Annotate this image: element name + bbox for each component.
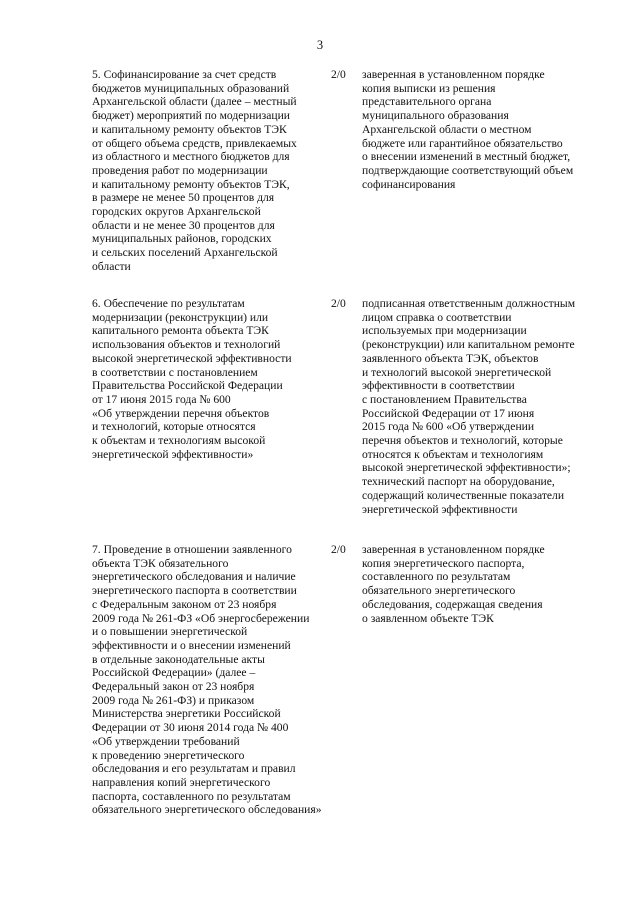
documents-text: подписанная ответственным должностным лицом справка о соответствии используемых при модернизации (реконструкции) или капитальном ремонте заявленного объекта ТЭК, объектов и технологий высокой энергетической эффективности в соответствии с постановлением Правительства Российской Федерации от 17 июня 2015 года № 600 «Об утверждении перечня объектов и технологий, которые относятся к объектам и технологиям высокой энергетической эффективности»; технический паспорт на оборудование, содержащий количественные показатели энергетической эффективности	[362, 297, 576, 516]
documents-text: заверенная в установленном порядке копия выписки из решения представительного органа муниципального образования Архангельской области о местном бюджете или гарантийное обязательство о внесении изменений в местный бюджет, подтверждающие соответствующий объем софинансирования	[362, 68, 574, 191]
page-number: 3	[316, 38, 324, 52]
score-value: 2/0	[331, 543, 346, 556]
documents-text: заверенная в установленном порядке копия энергетического паспорта, составленного по результатам обязательного энергетического обследования, содержащая сведения о заявленном объекте ТЭК	[362, 543, 545, 625]
criterion-text: 6. Обеспечение по результатам модернизации (реконструкции) или капитального ремонта объекта ТЭК использования объектов и технологий высокой энергетической эффективности в соответствии с постановлением Правительства Российской Федерации от 17 июня 2015 года № 600 «Об утверждении перечня объектов и технологий, которые относятся к объектам и технологиям высокой энергетической эффективности»	[92, 297, 292, 461]
score-value: 2/0	[331, 68, 346, 81]
criterion-text: 7. Проведение в отношении заявленного объекта ТЭК обязательного энергетического обследования и наличие энергетического паспорта в соответствии с Федеральным законом от 23 ноября 2009 года № 261-ФЗ «Об энергосбережении и о повышении энергетической эффективности и о внесении изменений в отдельные законодательные акты Российской Федерации» (далее – Федеральный закон от 23 ноября 2009 года № 261-ФЗ) и приказом Министерства энергетики Российской Федерации от 30 июня 2014 года № 400 «Об утверждении требований к проведению энергетического обследования и его результатам и правил направления копий энергетического паспорта, составленного по результатам обязательного энергетического обследования»	[92, 543, 322, 817]
criterion-text: 5. Софинансирование за счет средств бюджетов муниципальных образований Архангельской области (далее – местный бюджет) мероприятий по модернизации и капитальному ремонту объектов ТЭК от общего объема средств, привлекаемых из областного и местного бюджетов для проведения работ по модернизации и капитальному ремонту объектов ТЭК, в размере не менее 50 процентов для городских округов Архангельской области и не менее 30 процентов для муниципальных районов, городских и сельских поселений Архангельской области	[92, 68, 297, 273]
score-value: 2/0	[331, 297, 346, 310]
